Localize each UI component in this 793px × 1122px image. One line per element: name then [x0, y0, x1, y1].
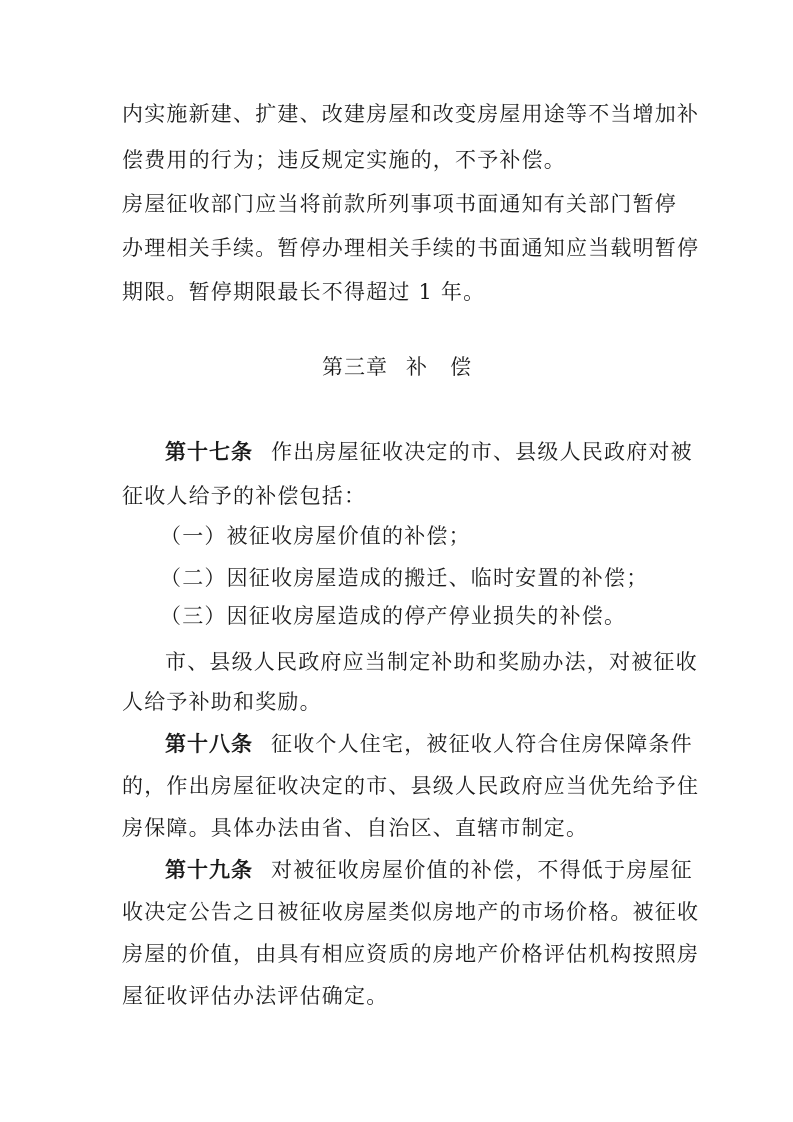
text-line: 房保障。具体办法由省、自治区、直辖市制定。 [122, 816, 589, 840]
article-label: 第十八条 [165, 732, 253, 756]
text-line: 内实施新建、扩建、改建房屋和改变房屋用途等不当增加补 [122, 102, 700, 126]
text-line: 办理相关手续。暂停办理相关手续的书面通知应当载明暂停 [122, 236, 700, 260]
article-19-first-line [165, 856, 693, 884]
text-line: 偿费用的行为；违反规定实施的，不予补偿。 [122, 148, 566, 172]
article-18-first-line [165, 730, 693, 758]
chapter-title: 补 偿 [406, 355, 472, 379]
chapter-number: 第三章 [322, 355, 388, 379]
text-line: 屋征收评估办法评估确定。 [122, 984, 389, 1008]
text-line: 市、县级人民政府应当制定补助和奖励办法，对被征收 [165, 650, 698, 674]
text-line: 房屋的价值，由具有相应资质的房地产价格评估机构按照房 [122, 942, 700, 966]
list-item: （三）因征收房屋造成的停产停业损失的补偿。 [160, 604, 627, 628]
text-line: 期限。暂停期限最长不得超过 1 年。 [122, 280, 486, 304]
text-line: 收决定公告之日被征收房屋类似房地产的市场价格。被征收 [122, 900, 700, 924]
text-line: 的，作出房屋征收决定的市、县级人民政府应当优先给予住 [122, 774, 700, 798]
chapter-heading [322, 353, 472, 381]
article-text: 作出房屋征收决定的市、县级人民政府对被 [271, 440, 693, 464]
article-text: 对被征收房屋价值的补偿，不得低于房屋征 [271, 858, 693, 882]
text-line: 人给予补助和奖励。 [122, 690, 322, 714]
list-item: （二）因征收房屋造成的搬迁、临时安置的补偿； [160, 566, 649, 590]
article-text: 征收个人住宅，被征收人符合住房保障条件 [271, 732, 693, 756]
article-label: 第十九条 [165, 858, 253, 882]
article-label: 第十七条 [165, 440, 253, 464]
list-item: （一）被征收房屋价值的补偿； [160, 524, 471, 548]
text-line: 房屋征收部门应当将前款所列事项书面通知有关部门暂停 [122, 192, 677, 216]
text-line: 征收人给予的补偿包括： [122, 484, 367, 508]
article-17-first-line [165, 438, 693, 466]
